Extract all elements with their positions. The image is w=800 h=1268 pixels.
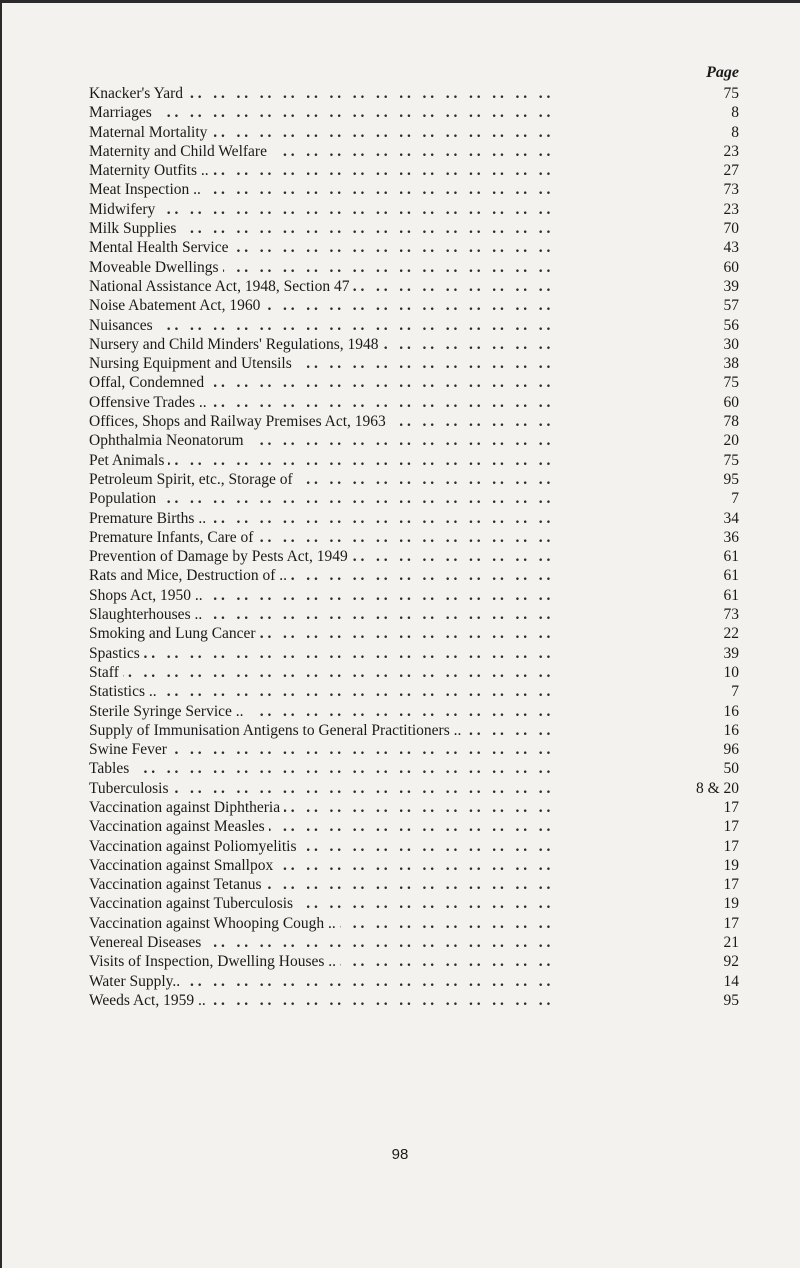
entry-page-ref: 30	[718, 335, 740, 354]
entry-page-ref: 22	[718, 624, 740, 643]
index-entry	[89, 277, 739, 296]
index-entry	[89, 991, 739, 1010]
entry-page-ref: 95	[718, 470, 740, 489]
index-entry	[89, 161, 739, 180]
entry-page-ref: 34	[718, 509, 740, 528]
dot-leader	[89, 759, 739, 778]
entry-page-ref: 75	[718, 84, 740, 103]
entry-label: Offensive Trades ..	[89, 393, 211, 412]
entry-label: Vaccination against Tuberculosis	[89, 894, 297, 913]
index-entry	[89, 509, 739, 528]
entry-label: Prevention of Damage by Pests Act, 1949	[89, 547, 352, 566]
index-entry	[89, 972, 739, 991]
index-entry	[89, 316, 739, 335]
entry-label: Moveable Dwellings	[89, 258, 223, 277]
entry-page-ref: 20	[718, 431, 740, 450]
index-entry	[89, 431, 739, 450]
index-entry	[89, 142, 739, 161]
entry-page-ref: 36	[718, 528, 740, 547]
entry-page-ref: 23	[718, 200, 740, 219]
index-entry	[89, 238, 739, 257]
entry-page-ref: 39	[718, 644, 740, 663]
entry-page-ref: 61	[718, 547, 740, 566]
dot-leader	[89, 779, 739, 798]
index-entry	[89, 779, 739, 798]
index-entry	[89, 123, 739, 142]
index-entry	[89, 663, 739, 682]
index-list	[89, 84, 739, 1010]
entry-label: Nuisances	[89, 316, 157, 335]
entry-page-ref: 16	[718, 721, 740, 740]
entry-page-ref: 60	[718, 258, 740, 277]
entry-label: Midwifery	[89, 200, 159, 219]
entry-page-ref: 39	[718, 277, 740, 296]
index-entry	[89, 335, 739, 354]
entry-page-ref: 7	[725, 682, 739, 701]
index-entry	[89, 354, 739, 373]
index-entry	[89, 200, 739, 219]
index-entry	[89, 103, 739, 122]
scan-edge-top	[0, 0, 800, 3]
entry-label: Smoking and Lung Cancer	[89, 624, 260, 643]
entry-page-ref: 75	[718, 373, 740, 392]
entry-label: Population	[89, 489, 160, 508]
entry-label: Sterile Syringe Service ..	[89, 702, 248, 721]
index-entry	[89, 798, 739, 817]
entry-page-ref: 10	[718, 663, 740, 682]
entry-page-ref: 43	[718, 238, 740, 257]
entry-page-ref: 96	[718, 740, 740, 759]
dot-leader	[89, 316, 739, 335]
entry-label: National Assistance Act, 1948, Section 47	[89, 277, 353, 296]
entry-page-ref: 50	[718, 759, 740, 778]
entry-page-ref: 19	[718, 856, 740, 875]
entry-label: Venereal Diseases	[89, 933, 205, 952]
entry-label: Nursing Equipment and Utensils	[89, 354, 296, 373]
dot-leader	[89, 489, 739, 508]
index-entry	[89, 180, 739, 199]
entry-label: Spastics	[89, 644, 144, 663]
entry-label: Maternal Mortality	[89, 123, 211, 142]
index-entry	[89, 373, 739, 392]
index-entry	[89, 605, 739, 624]
entry-page-ref: 61	[718, 566, 740, 585]
entry-label: Knacker's Yard	[89, 84, 187, 103]
entry-page-ref: 14	[718, 972, 740, 991]
entry-page-ref: 57	[718, 296, 740, 315]
entry-page-ref: 27	[718, 161, 740, 180]
entry-label: Vaccination against Poliomyelitis	[89, 837, 301, 856]
page-number: 98	[391, 1146, 409, 1163]
entry-label: Statistics ..	[89, 682, 161, 701]
entry-page-ref: 17	[718, 875, 740, 894]
index-entry	[89, 412, 739, 431]
scan-edge-left	[0, 0, 2, 1268]
entry-label: Tuberculosis	[89, 779, 173, 798]
entry-label: Supply of Immunisation Antigens to General Practitioners ..	[89, 721, 465, 740]
entry-label: Vaccination against Measles	[89, 817, 269, 836]
index-entry	[89, 682, 739, 701]
entry-label: Slaughterhouses ..	[89, 605, 206, 624]
index-entry	[89, 837, 739, 856]
index-entry	[89, 528, 739, 547]
entry-page-ref: 95	[718, 991, 740, 1010]
index-entry	[89, 547, 739, 566]
entry-label: Vaccination against Diphtheria	[89, 798, 284, 817]
entry-label: Milk Supplies	[89, 219, 180, 238]
index-entry	[89, 296, 739, 315]
entry-page-ref: 73	[718, 180, 740, 199]
index-entry	[89, 875, 739, 894]
index-entry	[89, 933, 739, 952]
index-entry	[89, 451, 739, 470]
entry-page-ref: 23	[718, 142, 740, 161]
entry-label: Vaccination against Whooping Cough ..	[89, 914, 340, 933]
entry-label: Offices, Shops and Railway Premises Act, 1963	[89, 412, 390, 431]
entry-label: Maternity and Child Welfare	[89, 142, 271, 161]
index-entry	[89, 817, 739, 836]
index-entry	[89, 586, 739, 605]
entry-label: Pet Animals	[89, 451, 168, 470]
entry-page-ref: 60	[718, 393, 740, 412]
entry-page-ref: 70	[718, 219, 740, 238]
entry-label: Ophthalmia Neonatorum	[89, 431, 248, 450]
entry-label: Maternity Outfits ..	[89, 161, 213, 180]
entry-label: Visits of Inspection, Dwelling Houses ..	[89, 952, 340, 971]
index-entry	[89, 721, 739, 740]
entry-page-ref: 17	[718, 817, 740, 836]
entry-label: Marriages	[89, 103, 156, 122]
entry-label: Petroleum Spirit, etc., Storage of	[89, 470, 297, 489]
entry-page-ref: 78	[718, 412, 740, 431]
entry-page-ref: 56	[718, 316, 740, 335]
index-entry	[89, 258, 739, 277]
entry-label: Vaccination against Smallpox	[89, 856, 277, 875]
dot-leader	[89, 663, 739, 682]
index-entry	[89, 644, 739, 663]
entry-label: Mental Health Service	[89, 238, 232, 257]
dot-leader	[89, 644, 739, 663]
dot-leader	[89, 682, 739, 701]
entry-page-ref: 73	[718, 605, 740, 624]
entry-page-ref: 7	[725, 489, 739, 508]
index-entry	[89, 759, 739, 778]
index-entry	[89, 566, 739, 585]
dot-leader	[89, 451, 739, 470]
entry-label: Offal, Condemned	[89, 373, 208, 392]
index-entry	[89, 894, 739, 913]
entry-page-ref: 17	[718, 914, 740, 933]
entry-label: Premature Births ..	[89, 509, 210, 528]
entry-page-ref: 17	[718, 837, 740, 856]
index-entry	[89, 489, 739, 508]
entry-label: Staff	[89, 663, 123, 682]
entry-label: Premature Infants, Care of	[89, 528, 257, 547]
entry-label: Nursery and Child Minders' Regulations, 1948	[89, 335, 383, 354]
entry-page-ref: 8	[725, 103, 739, 122]
entry-label: Vaccination against Tetanus	[89, 875, 266, 894]
index-entry	[89, 702, 739, 721]
entry-label: Noise Abatement Act, 1960	[89, 296, 264, 315]
index-entry	[89, 952, 739, 971]
index-entry	[89, 470, 739, 489]
entry-label: Swine Fever	[89, 740, 171, 759]
dot-leader	[89, 972, 739, 991]
entry-label: Weeds Act, 1959 ..	[89, 991, 210, 1010]
dot-leader	[89, 219, 739, 238]
dot-leader	[89, 740, 739, 759]
entry-page-ref: 92	[718, 952, 740, 971]
dot-leader	[89, 200, 739, 219]
dot-leader	[89, 103, 739, 122]
entry-label: Tables	[89, 759, 133, 778]
entry-page-ref: 38	[718, 354, 740, 373]
index-entry	[89, 740, 739, 759]
entry-label: Meat Inspection ..	[89, 180, 205, 199]
entry-page-ref: 8	[725, 123, 739, 142]
index-entry	[89, 856, 739, 875]
entry-page-ref: 17	[718, 798, 740, 817]
index-entry	[89, 624, 739, 643]
entry-page-ref: 16	[718, 702, 740, 721]
index-entry	[89, 914, 739, 933]
entry-page-ref: 75	[718, 451, 740, 470]
entry-label: Water Supply..	[89, 972, 184, 991]
entry-page-ref: 61	[718, 586, 740, 605]
entry-label: Shops Act, 1950 ..	[89, 586, 207, 605]
entry-page-ref: 8 & 20	[690, 779, 739, 798]
index-entry	[89, 393, 739, 412]
entry-page-ref: 19	[718, 894, 740, 913]
index-entry	[89, 84, 739, 103]
page-column-heading: Page	[706, 64, 739, 81]
entry-label: Rats and Mice, Destruction of ..	[89, 566, 291, 585]
index-entry	[89, 219, 739, 238]
entry-page-ref: 21	[718, 933, 740, 952]
